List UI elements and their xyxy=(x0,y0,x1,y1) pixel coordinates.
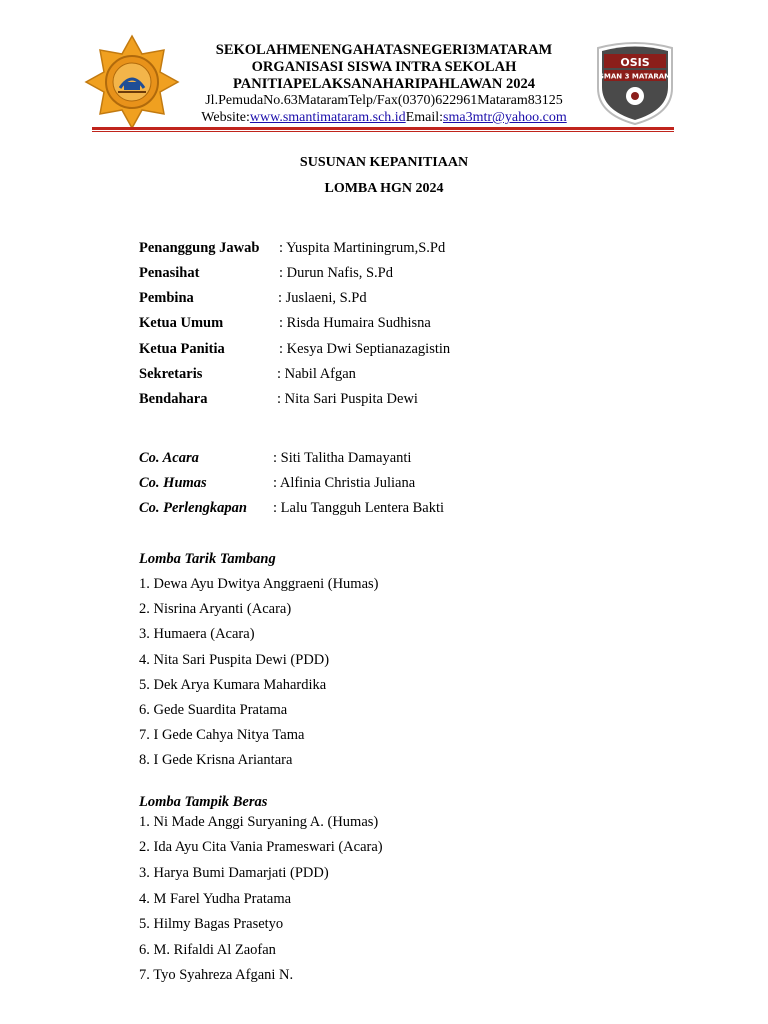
osis-shield-icon xyxy=(592,40,678,126)
list-item: 4. M Farel Yudha Pratama xyxy=(139,891,292,907)
school-logo xyxy=(84,34,180,130)
role-name: : Risda Humaira Sudhisna xyxy=(279,315,431,331)
list-item: 6. Gede Suardita Pratama xyxy=(139,702,288,718)
role-name: : Juslaeni, S.Pd xyxy=(278,290,367,306)
role-name: : Kesya Dwi Septianazagistin xyxy=(279,341,451,357)
list-item: 8. I Gede Krisna Ariantara xyxy=(139,752,293,768)
list-item: 7. Tyo Syahreza Afgani N. xyxy=(139,967,294,983)
osis-logo xyxy=(592,40,678,126)
role-label: Sekretaris xyxy=(139,366,203,382)
list-item: 4. Nita Sari Puspita Dewi (PDD) xyxy=(139,652,330,668)
list-item: 1. Ni Made Anggi Suryaning A. (Humas) xyxy=(139,814,379,830)
email-label: Email: xyxy=(405,110,444,125)
school-name: SEKOLAHMENENGAHATASNEGERI3MATARAM xyxy=(215,42,553,58)
role-label: Penasihat xyxy=(139,265,200,281)
role-label: Ketua Panitia xyxy=(139,341,225,357)
role-name: : Alfinia Christia Juliana xyxy=(273,475,416,491)
document-subtitle: LOMBA HGN 2024 xyxy=(324,181,444,196)
role-label: Ketua Umum xyxy=(139,315,224,331)
role-label: Co. Perlengkapan xyxy=(139,500,247,516)
role-label: Penanggung Jawab xyxy=(139,240,260,256)
osis-logo-bottom-text: SMAN 3 MATARAM xyxy=(598,72,672,81)
role-name: : Lalu Tangguh Lentera Bakti xyxy=(273,500,445,516)
committee-name: PANITIAPELAKSANAHARIPAHLAWAN 2024 xyxy=(233,76,535,92)
pengurus-row xyxy=(139,240,445,257)
list-item: 1. Dewa Ayu Dwitya Anggraeni (Humas) xyxy=(139,576,379,592)
contact-line xyxy=(180,110,588,126)
website-label: Website: xyxy=(201,110,250,125)
header-divider xyxy=(92,127,674,130)
koordinator-row xyxy=(139,450,411,467)
osis-logo-top-text: OSIS xyxy=(620,56,650,69)
list-item: 3. Humaera (Acara) xyxy=(139,626,255,642)
pengurus-row xyxy=(139,366,356,383)
role-name: : Yuspita Martiningrum,S.Pd xyxy=(279,240,446,256)
section-title-tarik-tambang: Lomba Tarik Tambang xyxy=(139,551,276,567)
address-line: Jl.PemudaNo.63MataramTelp/Fax(0370)622961Mataram83125 xyxy=(205,93,563,108)
website-link[interactable]: www.smantimataram.sch.id xyxy=(249,110,406,125)
pengurus-row xyxy=(139,315,431,332)
role-label: Co. Humas xyxy=(139,475,207,491)
koordinator-row xyxy=(139,500,444,517)
organization-name: ORGANISASI SISWA INTRA SEKOLAH xyxy=(251,59,517,75)
role-name: : Siti Talitha Damayanti xyxy=(273,450,412,466)
header-divider-thin xyxy=(92,131,674,132)
email-link[interactable]: sma3mtr@yahoo.com xyxy=(443,110,567,125)
role-label: Pembina xyxy=(139,290,194,306)
school-emblem-icon xyxy=(84,34,180,130)
role-label: Co. Acara xyxy=(139,450,199,466)
role-name: : Nabil Afgan xyxy=(277,366,356,382)
document-title: SUSUNAN KEPANITIAAN xyxy=(299,155,469,170)
pengurus-row xyxy=(139,290,367,307)
list-item: 6. M. Rifaldi Al Zaofan xyxy=(139,942,276,958)
section-title-tampik-beras: Lomba Tampik Beras xyxy=(139,794,268,810)
koordinator-row xyxy=(139,475,415,492)
role-name: : Nita Sari Puspita Dewi xyxy=(277,391,418,407)
list-item: 7. I Gede Cahya Nitya Tama xyxy=(139,727,305,743)
list-item: 3. Harya Bumi Damarjati (PDD) xyxy=(139,865,329,881)
list-item: 2. Nisrina Aryanti (Acara) xyxy=(139,601,292,617)
pengurus-row xyxy=(139,341,450,358)
role-name: : Durun Nafis, S.Pd xyxy=(279,265,393,281)
pengurus-row xyxy=(139,265,393,282)
role-label: Bendahara xyxy=(139,391,208,407)
list-item: 2. Ida Ayu Cita Vania Prameswari (Acara) xyxy=(139,839,383,855)
list-item: 5. Dek Arya Kumara Mahardika xyxy=(139,677,327,693)
pengurus-row xyxy=(139,391,418,408)
list-item: 5. Hilmy Bagas Prasetyo xyxy=(139,916,284,932)
